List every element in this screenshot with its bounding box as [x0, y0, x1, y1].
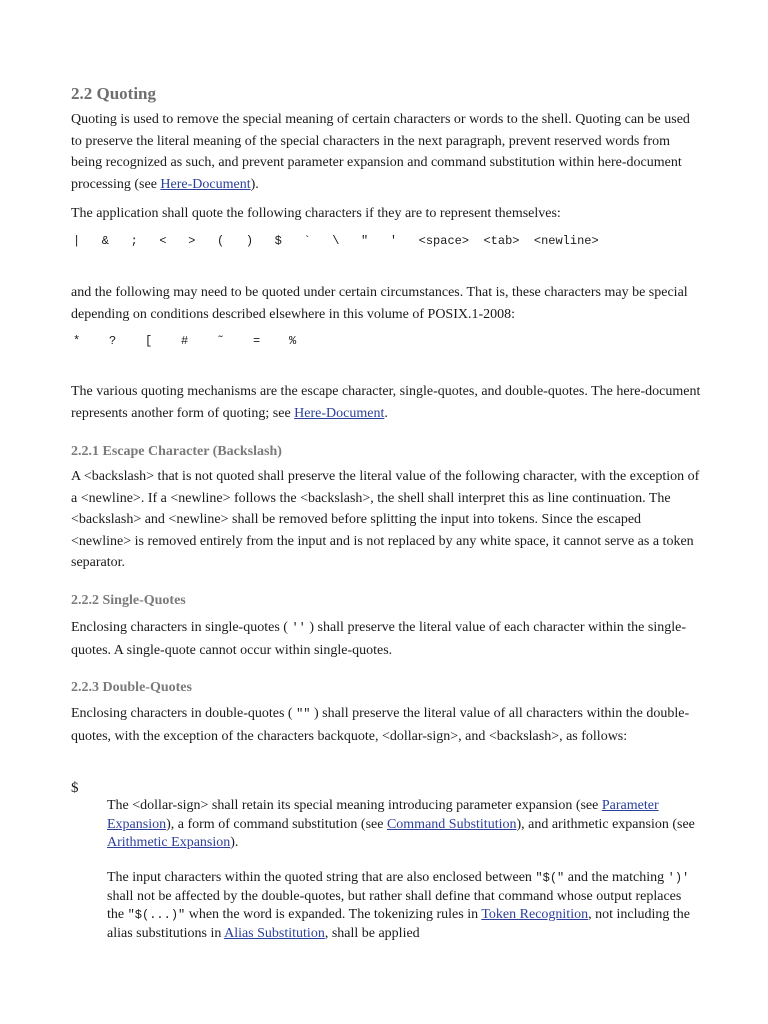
double-quotes-heading: 2.2.3 Double-Quotes: [71, 680, 192, 695]
escape-character-paragraph: A <backslash> that is not quoted shall preserve the literal value of the following character, with the exception of a <newline>. If a <newline> follows the <backslash>, the shell shall interpret this as line continuation. The <backslash> and <newline> shall be removed before splitting the input into tokens. Since the escaped <newline> is removed entirely from the input and is not replaced by any white space, it cannot serve as a token separator.: [71, 469, 700, 570]
conditional-quote-paragraph: and the following may need to be quoted under certain circumstances. That is, these characters may be special depending on conditions described elsewhere in this volume of POSIX.1-2008:: [71, 285, 688, 322]
double-quotes-paragraph: Enclosing characters in double-quotes ( "" ) shall preserve the literal value of all characters within the double-quotes, with the exception of the characters backquote, <dollar-sign>, and <backslash>, as follows:: [71, 706, 690, 744]
command-substitution-description: The input characters within the quoted string that are also enclosed between "$(" and the matching ')' shall not be affected by the double-quotes, but rather shall define that command whose output replaces the "$(...)" when the word is expanded. The tokenizing rules in Token Recognition, not including the alias substitutions in Alias Substitution, shall be applied: [107, 870, 690, 941]
quote-characters-paragraph: The application shall quote the following characters if they are to represent themselves:: [71, 206, 561, 221]
parameter-expansion-link[interactable]: Parameter Expansion: [107, 798, 659, 832]
quoting-mechanisms-paragraph: The various quoting mechanisms are the escape character, single-quotes, and double-quotes. The here-document represents another form of quoting; see Here-Document.: [71, 384, 701, 421]
arithmetic-expansion-link[interactable]: Arithmetic Expansion: [107, 835, 231, 850]
conditional-characters-list: * ? [ # ˜ = %: [73, 334, 297, 348]
token-recognition-link[interactable]: Token Recognition: [481, 907, 589, 922]
dollar-sign-term: $: [71, 780, 79, 796]
single-quotes-paragraph: Enclosing characters in single-quotes ( '' ) shall preserve the literal value of each character within the single-quotes. A single-quote cannot occur within single-quotes.: [71, 620, 687, 658]
special-characters-list: | & ; < > ( ) $ ` \ " ' <space> <tab> <newline>: [73, 234, 599, 248]
escape-character-heading: 2.2.1 Escape Character (Backslash): [71, 444, 282, 459]
single-quotes-heading: 2.2.2 Single-Quotes: [71, 593, 186, 608]
section-heading: 2.2 Quoting: [71, 84, 157, 103]
quoting-intro-paragraph: Quoting is used to remove the special meaning of certain characters or words to the shell. Quoting can be used to preserve the literal meaning of the special characters in the next paragraph, prevent reserved words from being recognized as such, and prevent parameter expansion and command substitution within here-document processing (see Here-Document).: [71, 112, 690, 192]
here-document-link[interactable]: Here-Document: [160, 176, 251, 192]
here-document-link-2[interactable]: Here-Document: [294, 405, 385, 421]
alias-substitution-link[interactable]: Alias Substitution: [224, 925, 325, 941]
command-substitution-link[interactable]: Command Substitution: [386, 816, 517, 832]
dollar-sign-description: The <dollar-sign> shall retain its special meaning introducing parameter expansion (see Parameter Expansion), a form of command substitution (see Command Substitution), and arithmetic expansion (see Arithmetic Expansion).: [107, 798, 695, 850]
